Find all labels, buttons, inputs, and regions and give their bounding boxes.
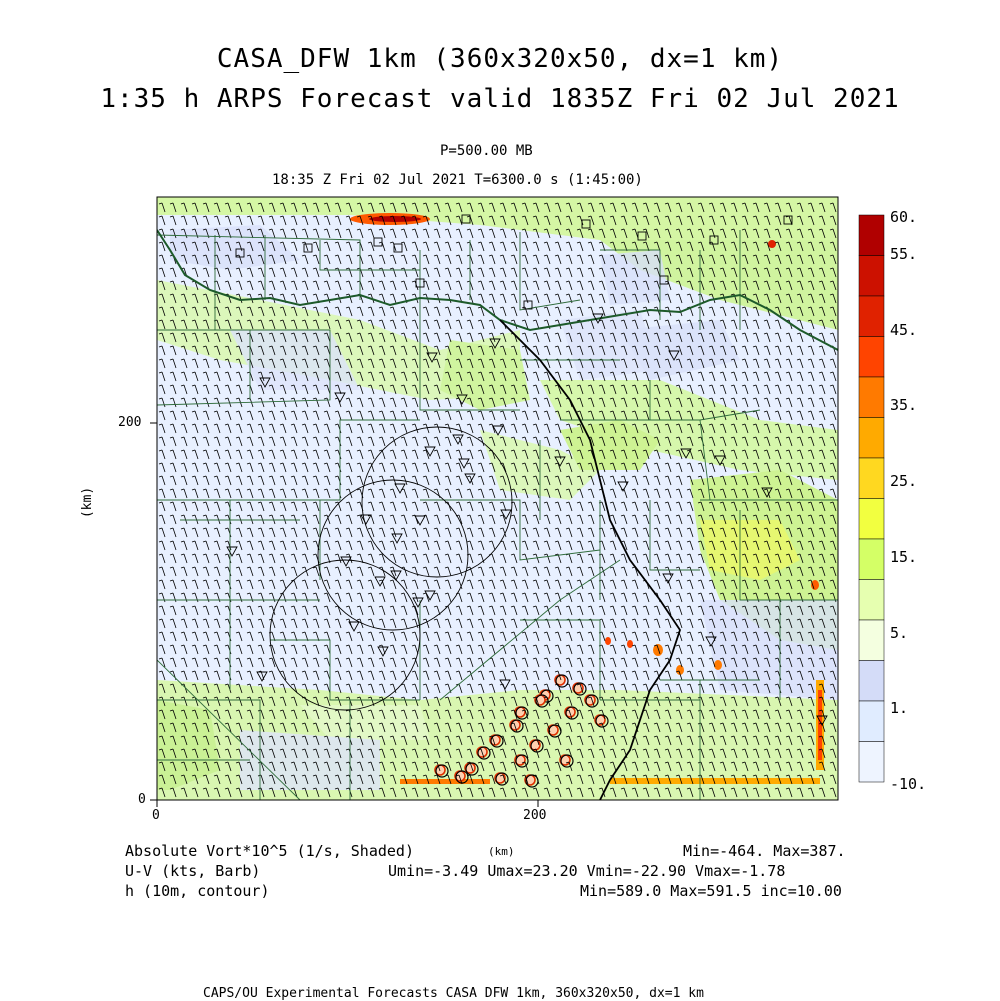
colorbar-swatch	[859, 215, 884, 256]
x-tick-0: 0	[152, 808, 160, 823]
colorbar	[859, 215, 884, 782]
legend-field-wind: U-V (kts, Barb)	[125, 862, 261, 880]
colorbar-swatch	[859, 499, 884, 540]
colorbar-swatch	[859, 296, 884, 337]
y-tick-0: 0	[138, 792, 146, 807]
y-tick-200: 200	[118, 415, 142, 430]
colorbar-label-45: 45.	[890, 321, 918, 339]
y-axis-label: (km)	[80, 486, 96, 519]
x-tick-200: 200	[523, 808, 547, 823]
legend-wind-stats: Umin=-3.49 Umax=23.20 Vmin=-22.90 Vmax=-1.78	[388, 862, 786, 880]
colorbar-label-1: 1.	[890, 699, 909, 717]
title-line-2: 1:35 h ARPS Forecast valid 1835Z Fri 02 Jul 2021	[100, 84, 900, 114]
colorbar-swatch	[859, 620, 884, 661]
colorbar-swatch	[859, 661, 884, 702]
colorbar-swatch	[859, 337, 884, 378]
legend-field-height: h (10m, contour)	[125, 882, 270, 900]
colorbar-label-25: 25.	[890, 472, 918, 490]
colorbar-swatch	[859, 418, 884, 459]
colorbar-label-60: 60.	[890, 208, 918, 226]
pressure-level: P=500.00 MB	[440, 143, 533, 159]
title-line-1: CASA_DFW 1km (360x320x50, dx=1 km)	[216, 44, 784, 74]
valid-time: 18:35 Z Fri 02 Jul 2021 T=6300.0 s (1:45:00)	[272, 172, 643, 188]
colorbar-label-minus10: -10.	[890, 775, 927, 793]
colorbar-swatch	[859, 701, 884, 742]
colorbar-swatch	[859, 742, 884, 783]
colorbar-swatch	[859, 458, 884, 499]
colorbar-swatch	[859, 539, 884, 580]
colorbar-swatch	[859, 377, 884, 418]
colorbar-label-5: 5.	[890, 624, 909, 642]
footer-credit: CAPS/OU Experimental Forecasts CASA DFW 1km, 360x320x50, dx=1 km	[203, 986, 704, 1001]
legend-vorticity-stats: Min=-464. Max=387.	[683, 842, 846, 860]
colorbar-label-55: 55.	[890, 245, 918, 263]
legend-field-vorticity: Absolute Vort*10^5 (1/s, Shaded)	[125, 842, 414, 860]
colorbar-swatch	[859, 256, 884, 297]
colorbar-label-35: 35.	[890, 396, 918, 414]
legend-height-stats: Min=589.0 Max=591.5 inc=10.00	[580, 882, 842, 900]
colorbar-swatch	[859, 580, 884, 621]
x-axis-label: (km)	[488, 845, 515, 858]
colorbar-label-15: 15.	[890, 548, 918, 566]
